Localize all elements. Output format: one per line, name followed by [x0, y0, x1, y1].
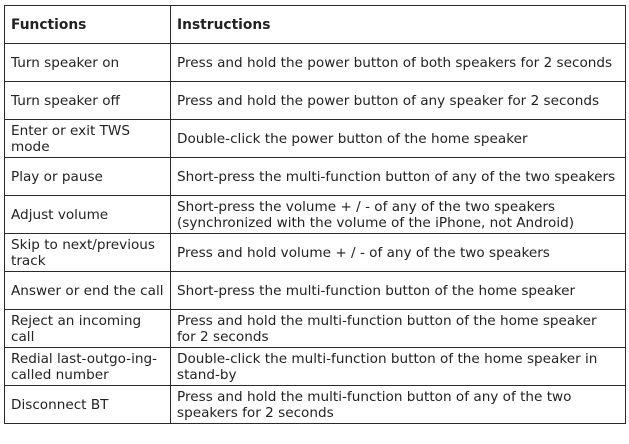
function-cell: Adjust volume	[5, 196, 171, 234]
instruction-cell: Double-click the power button of the home speaker	[171, 120, 626, 158]
function-cell: Redial last-outgo-ing-called number	[5, 348, 171, 386]
table-row	[5, 272, 626, 310]
instruction-cell: Short-press the multi-function button of the home speaker	[171, 272, 626, 310]
function-cell: Turn speaker on	[5, 44, 171, 82]
table-header-row	[5, 6, 626, 44]
table-row	[5, 82, 626, 120]
function-cell: Play or pause	[5, 158, 171, 196]
function-cell: Enter or exit TWS mode	[5, 120, 171, 158]
instruction-cell: Press and hold the power button of any speaker for 2 seconds	[171, 82, 626, 120]
instruction-cell: Press and hold the multi-function button of any of the two speakers for 2 seconds	[171, 386, 626, 424]
function-cell: Disconnect BT	[5, 386, 171, 424]
table-row	[5, 158, 626, 196]
instruction-cell: Short-press the multi-function button of any of the two speakers	[171, 158, 626, 196]
table-row	[5, 44, 626, 82]
function-cell: Answer or end the call	[5, 272, 171, 310]
table-row	[5, 196, 626, 234]
function-cell: Reject an incoming call	[5, 310, 171, 348]
table-row	[5, 348, 626, 386]
table-row	[5, 310, 626, 348]
function-cell: Skip to next/previous track	[5, 234, 171, 272]
table-row	[5, 120, 626, 158]
instruction-cell: Press and hold the power button of both speakers for 2 seconds	[171, 44, 626, 82]
column-header-instructions: Instructions	[171, 6, 626, 44]
instruction-cell: Press and hold volume + / - of any of the two speakers	[171, 234, 626, 272]
function-cell: Turn speaker off	[5, 82, 171, 120]
instruction-cell: Press and hold the multi-function button of the home speaker for 2 seconds	[171, 310, 626, 348]
functions-table	[4, 5, 626, 424]
table-row	[5, 386, 626, 424]
instruction-cell: Double-click the multi-function button of the home speaker in stand-by	[171, 348, 626, 386]
instruction-cell: Short-press the volume + / - of any of the two speakers (synchronized with the volume of the iPhone, not Android)	[171, 196, 626, 234]
column-header-functions: Functions	[5, 6, 171, 44]
table-row	[5, 234, 626, 272]
